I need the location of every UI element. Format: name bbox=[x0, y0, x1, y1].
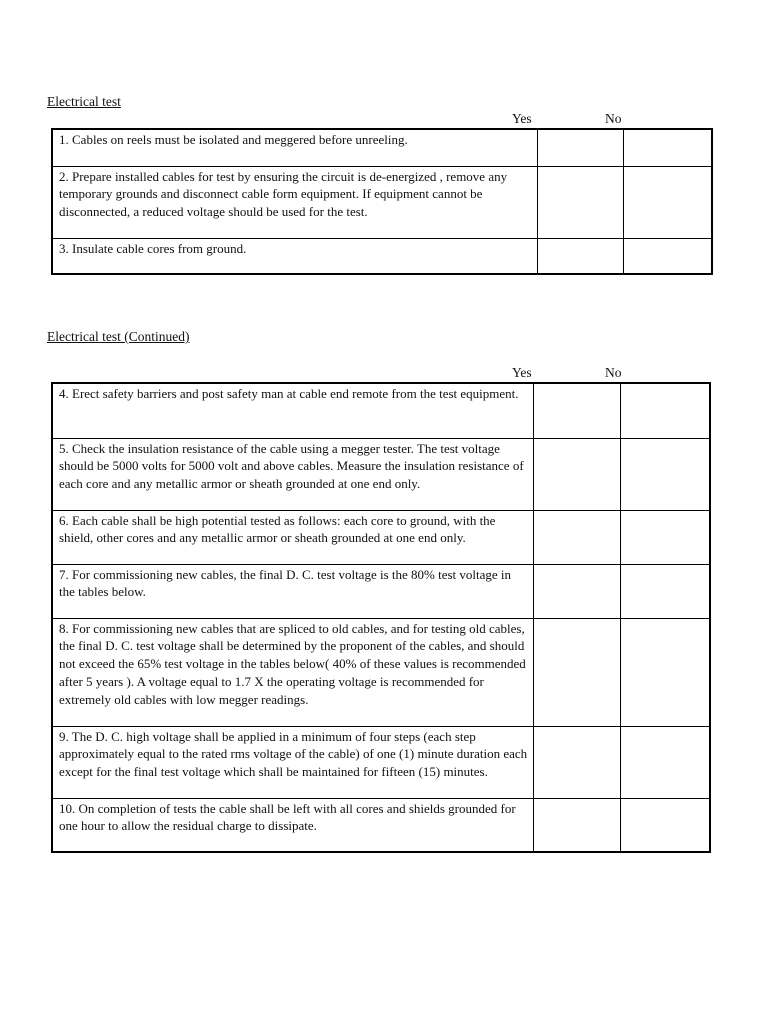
no-checkbox-cell[interactable] bbox=[623, 238, 712, 274]
table-row bbox=[52, 618, 710, 726]
table-row bbox=[52, 726, 710, 798]
yes-column-header: Yes bbox=[512, 111, 532, 126]
checklist-table bbox=[51, 128, 713, 275]
yes-checkbox-cell[interactable] bbox=[537, 238, 623, 274]
no-column-header: No bbox=[605, 111, 622, 126]
table-row bbox=[52, 383, 710, 438]
yes-checkbox-cell[interactable] bbox=[537, 129, 623, 166]
checklist-table bbox=[51, 382, 711, 853]
item-text: 10. On completion of tests the cable shall be left with all cores and shields grounded for one hour to allow the residual charge to dissipate. bbox=[52, 798, 533, 852]
section-title: Electrical test (Continued) bbox=[47, 329, 190, 344]
no-checkbox-cell[interactable] bbox=[620, 564, 710, 618]
no-checkbox-cell[interactable] bbox=[620, 798, 710, 852]
item-text: 3. Insulate cable cores from ground. bbox=[52, 238, 537, 274]
item-text: 6. Each cable shall be high potential tested as follows: each core to ground, with the shield, other cores and any metallic armor or sheath grounded at one end only. bbox=[52, 510, 533, 564]
item-text: 1. Cables on reels must be isolated and meggered before unreeling. bbox=[52, 129, 537, 166]
yes-checkbox-cell[interactable] bbox=[533, 618, 620, 726]
no-checkbox-cell[interactable] bbox=[620, 510, 710, 564]
item-text: 5. Check the insulation resistance of the cable using a megger tester. The test voltage should be 5000 volts for 5000 volt and above cables. Measure the insulation resistance of each core and any metallic armor or sheath grounded at one end only. bbox=[52, 438, 533, 510]
yes-column-header: Yes bbox=[512, 365, 532, 380]
item-text: 8. For commissioning new cables that are spliced to old cables, and for testing old cables, the final D. C. test voltage shall be determined by the proponent of the cables, and should not exceed the 65% test voltage in the tables below( 40% of these values is recommended after 5 years ). A voltage equal to 1.7 X the operating voltage is recommended for extremely old cables with low megger readings. bbox=[52, 618, 533, 726]
yes-checkbox-cell[interactable] bbox=[533, 726, 620, 798]
yes-checkbox-cell[interactable] bbox=[537, 166, 623, 238]
table-row bbox=[52, 238, 712, 274]
yes-checkbox-cell[interactable] bbox=[533, 798, 620, 852]
no-column-header: No bbox=[605, 365, 622, 380]
item-text: 2. Prepare installed cables for test by ensuring the circuit is de-energized , remove any temporary grounds and disconnect cable form equipment. If equipment cannot be disconnected, a reduced voltage should be used for the test. bbox=[52, 166, 537, 238]
table-row bbox=[52, 129, 712, 166]
table-row bbox=[52, 438, 710, 510]
yes-checkbox-cell[interactable] bbox=[533, 383, 620, 438]
table-row bbox=[52, 564, 710, 618]
section-title: Electrical test bbox=[47, 94, 121, 109]
no-checkbox-cell[interactable] bbox=[623, 129, 712, 166]
item-text: 7. For commissioning new cables, the final D. C. test voltage is the 80% test voltage in the tables below. bbox=[52, 564, 533, 618]
no-checkbox-cell[interactable] bbox=[620, 618, 710, 726]
yes-checkbox-cell[interactable] bbox=[533, 564, 620, 618]
no-checkbox-cell[interactable] bbox=[623, 166, 712, 238]
item-text: 9. The D. C. high voltage shall be applied in a minimum of four steps (each step approximately equal to the rated rms voltage of the cable) of one (1) minute duration each except for the final test voltage which shall be maintained for fifteen (15) minutes. bbox=[52, 726, 533, 798]
table-row bbox=[52, 798, 710, 852]
no-checkbox-cell[interactable] bbox=[620, 383, 710, 438]
table-row bbox=[52, 166, 712, 238]
no-checkbox-cell[interactable] bbox=[620, 438, 710, 510]
no-checkbox-cell[interactable] bbox=[620, 726, 710, 798]
item-text: 4. Erect safety barriers and post safety man at cable end remote from the test equipment. bbox=[52, 383, 533, 438]
yes-checkbox-cell[interactable] bbox=[533, 438, 620, 510]
yes-checkbox-cell[interactable] bbox=[533, 510, 620, 564]
table-row bbox=[52, 510, 710, 564]
